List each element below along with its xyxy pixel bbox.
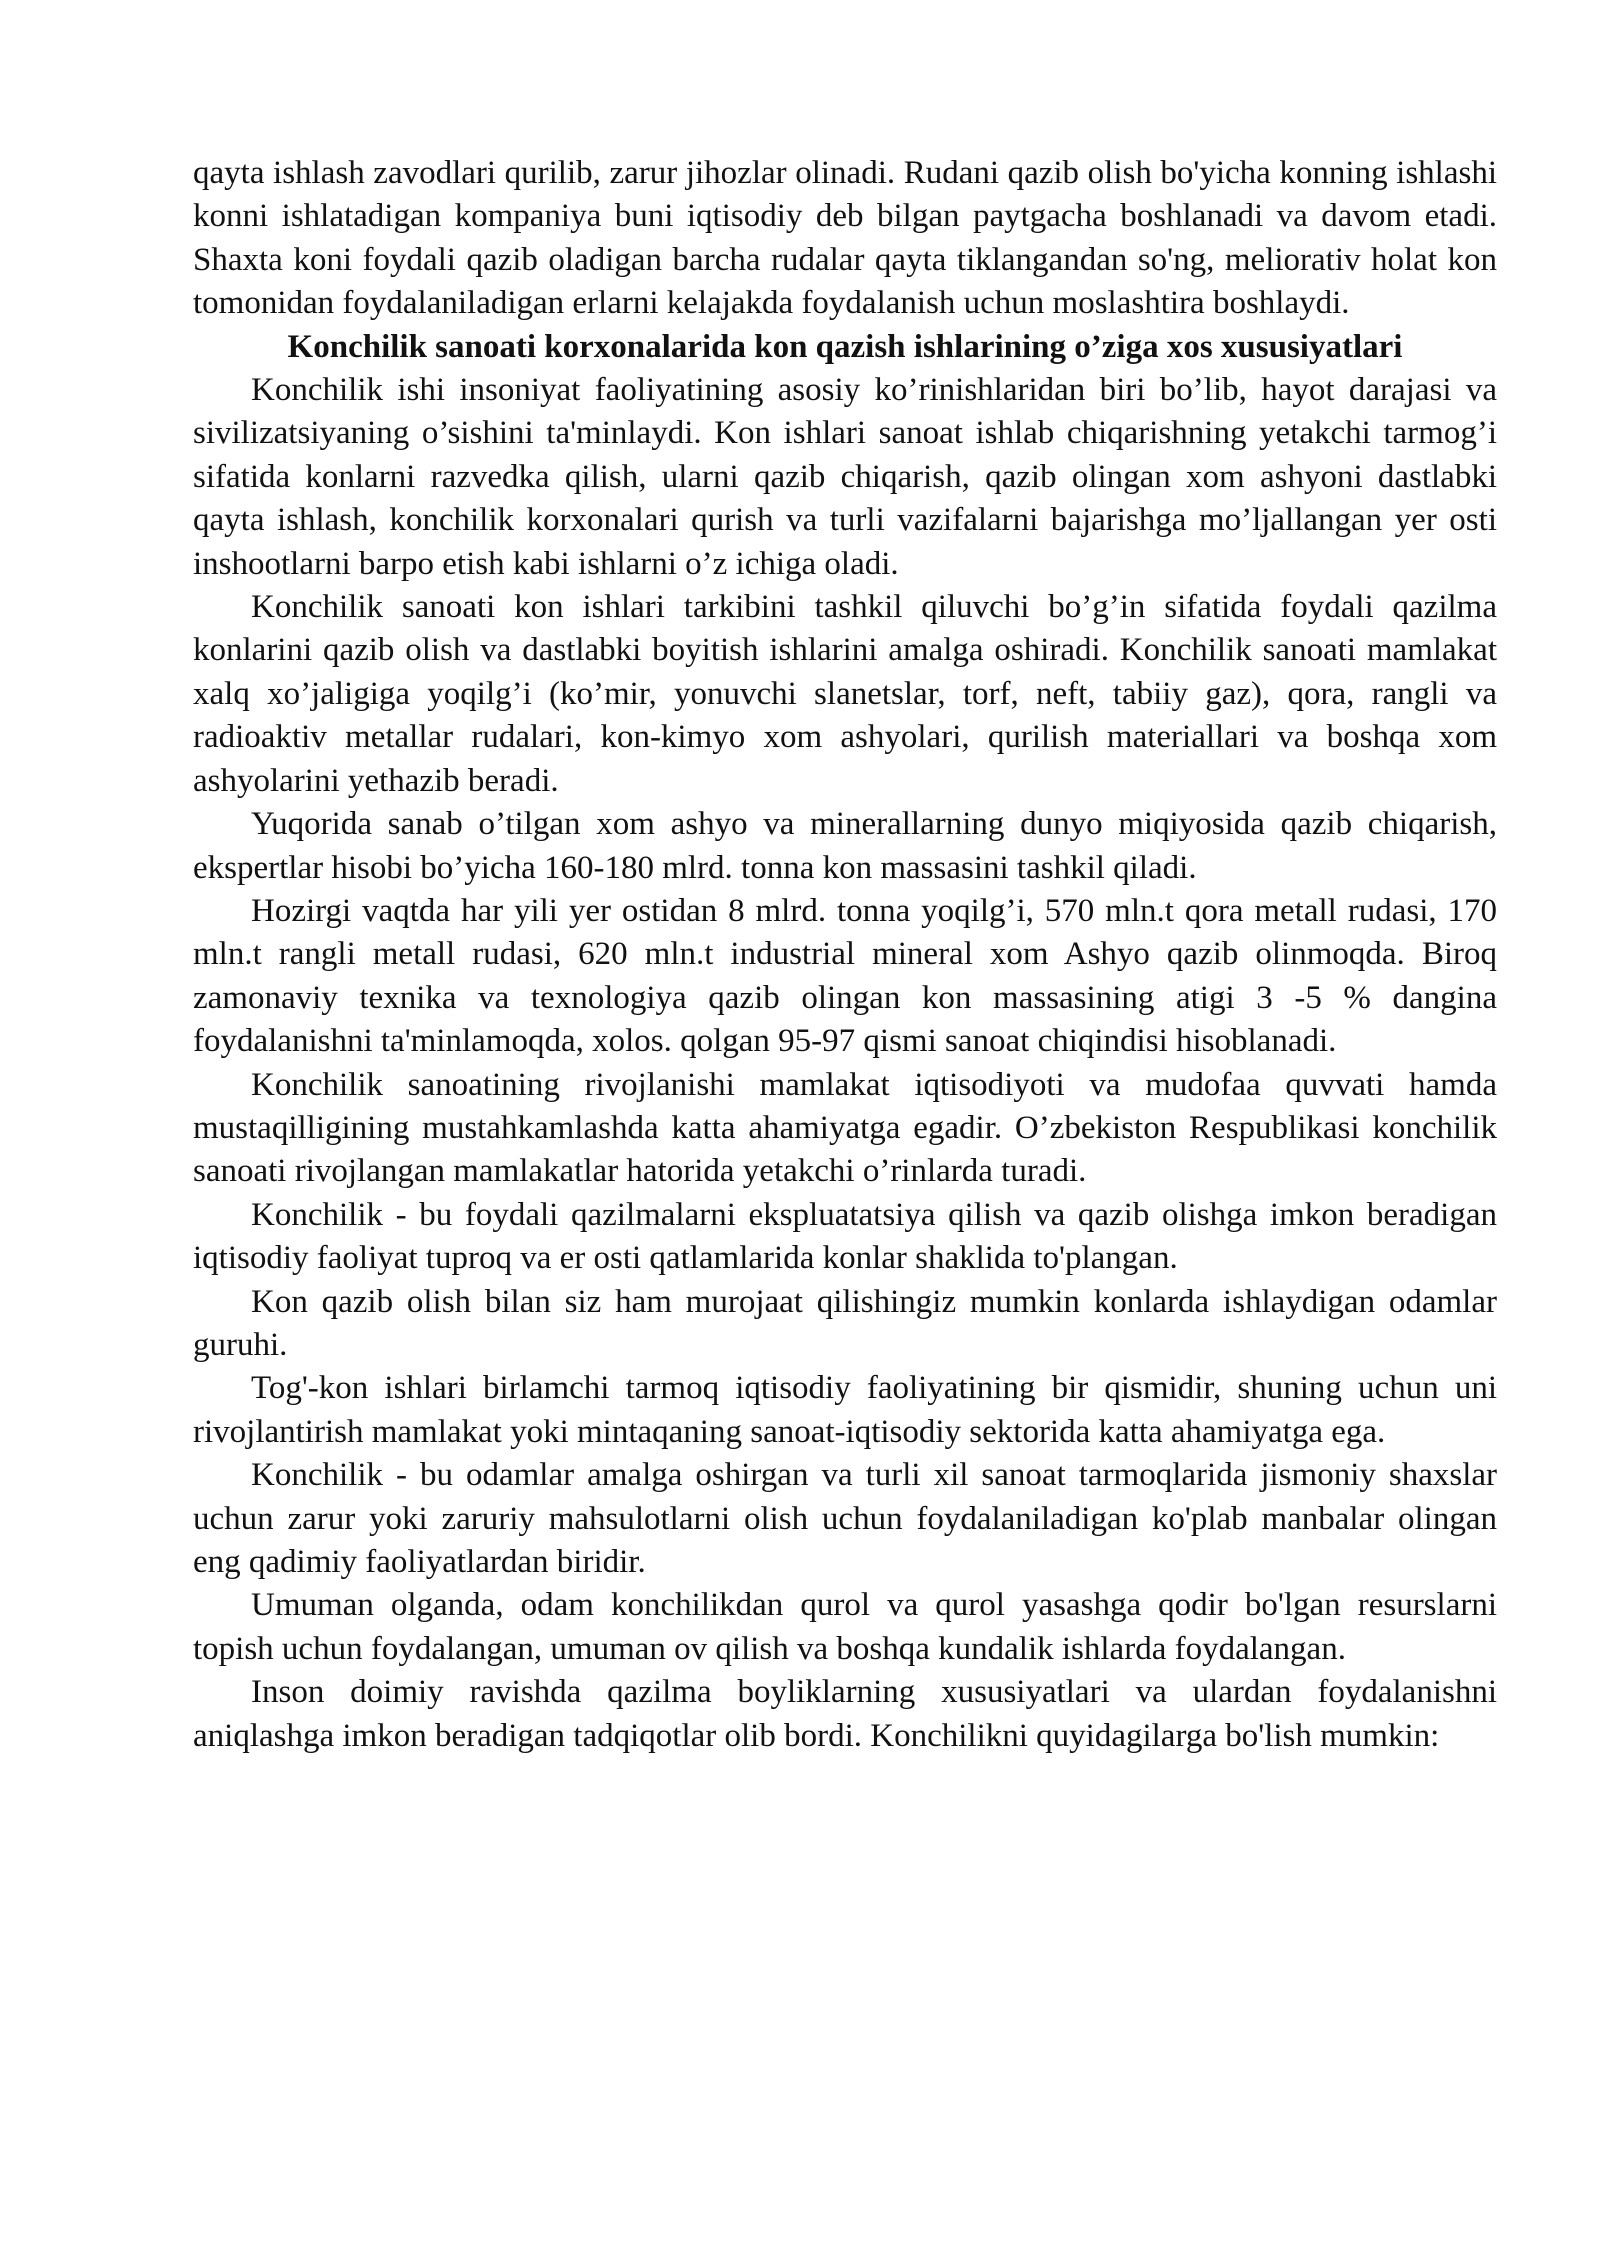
paragraph-2: Konchilik sanoati kon ishlari tarkibini tashkil qiluvchi bo’g’in sifatida foydali qazilma konlarini qazib olish va dastlabki boyitish ishlarini amalga oshiradi. Konchilik sanoati mamlakat xalq xo’jaligiga yoqilg’i (ko’mir, yonuvchi slanetslar, torf, neft, tabiiy gaz), qora, rangli va radioaktiv metallar rudalari, kon-kimyo xom ashyolari, qurilish materiallari va boshqa xom ashyolarini yethazib beradi. [193,589,1497,799]
paragraph-1: Konchilik ishi insoniyat faoliyatining asosiy ko’rinishlaridan biri bo’lib, hayot darajasi va sivilizatsiyaning o’sishini ta'minlaydi. Kon ishlari sanoat ishlab chiqarishning yetakchi tarmog’i sifatida konlarni razvedka qilish, ularni qazib chiqarish, qazib olingan xom ashyoni dastlabki qayta ishlash, konchilik korxonalari qurish va turli vazifalarni bajarishga mo’ljallangan yer osti inshootlarni barpo etish kabi ishlarni o’z ichiga oladi. [193,372,1497,582]
paragraph-9: Konchilik - bu odamlar amalga oshirgan va turli xil sanoat tarmoqlarida jismoniy shaxslar uchun zarur yoki zaruriy mahsulotlarni olish uchun foydalaniladigan ko'plab manbalar olingan eng qadimiy faoliyatlardan biridir. [193,1457,1497,1580]
paragraph-3: Yuqorida sanab o’tilgan xom ashyo va minerallarning dunyo miqiyosida qazib chiqarish, ekspertlar hisobi bo’yicha 160-180 mlrd. tonna kon massasini tashkil qiladi. [193,806,1497,886]
document-page [193,152,1497,1758]
paragraph-7: Kon qazib olish bilan siz ham murojaat qilishingiz mumkin konlarda ishlaydigan odamlar guruhi. [193,1283,1497,1363]
paragraph-5: Konchilik sanoatining rivojlanishi mamlakat iqtisodiyoti va mudofaa quvvati hamda mustaqilligining mustahkamlashda katta ahamiyatga egadir. O’zbekiston Respublikasi konchilik sanoati rivojlangan mamlakatlar hatorida yetakchi o’rinlarda turadi. [193,1066,1497,1190]
paragraph-11: Inson doimiy ravishda qazilma boyliklarning xususiyatlari va ulardan foydalanishni aniqlashga imkon beradigan tadqiqotlar olib bordi. Konchilikni quyidagilarga bo'lish mumkin: [193,1674,1497,1754]
paragraph-4: Hozirgi vaqtda har yili yer ostidan 8 mlrd. tonna yoqilg’i, 570 mln.t qora metall rudasi, 170 mln.t rangli metall rudasi, 620 mln.t industrial mineral xom Ashyo qazib olinmoqda. Biroq zamonaviy texnika va texnologiya qazib olingan kon massasining atigi 3 -5 % dangina foydalanishni ta'minlamoqda, xolos. qolgan 95-97 qismi sanoat chiqindisi hisoblanadi. [193,892,1497,1060]
paragraph-8: Tog'-kon ishlari birlamchi tarmoq iqtisodiy faoliyatining bir qismidir, shuning uchun uni rivojlantirish mamlakat yoki mintaqaning sanoat-iqtisodiy sektorida katta ahamiyatga ega. [193,1370,1497,1450]
section-heading: Konchilik sanoati korxonalarida kon qazish ishlarining o’ziga xos xususiyatlari [287,328,1403,365]
paragraph-6: Konchilik - bu foydali qazilmalarni ekspluatatsiya qilish va qazib olishga imkon beradigan iqtisodiy faoliyat tuproq va er osti qatlamlarida konlar shaklida to'plangan. [193,1196,1497,1277]
continuation-paragraph: qayta ishlash zavodlari qurilib, zarur jihozlar olinadi. Rudani qazib olish bo'yicha konning ishlashi konni ishlatadigan kompaniya buni iqtisodiy deb bilgan paytgacha boshlanadi va davom etadi. Shaxta koni foydali qazib oladigan barcha rudalar qayta tiklangandan so'ng, meliorativ holat kon tomonidan foydalaniladigan erlarni kelajakda foydalanish uchun moslashtira boshlaydi. [193,155,1497,322]
paragraph-10: Umuman olganda, odam konchilikdan qurol va qurol yasashga qodir bo'lgan resurslarni topish uchun foydalangan, umuman ov qilish va boshqa kundalik ishlarda foydalangan. [193,1587,1497,1667]
